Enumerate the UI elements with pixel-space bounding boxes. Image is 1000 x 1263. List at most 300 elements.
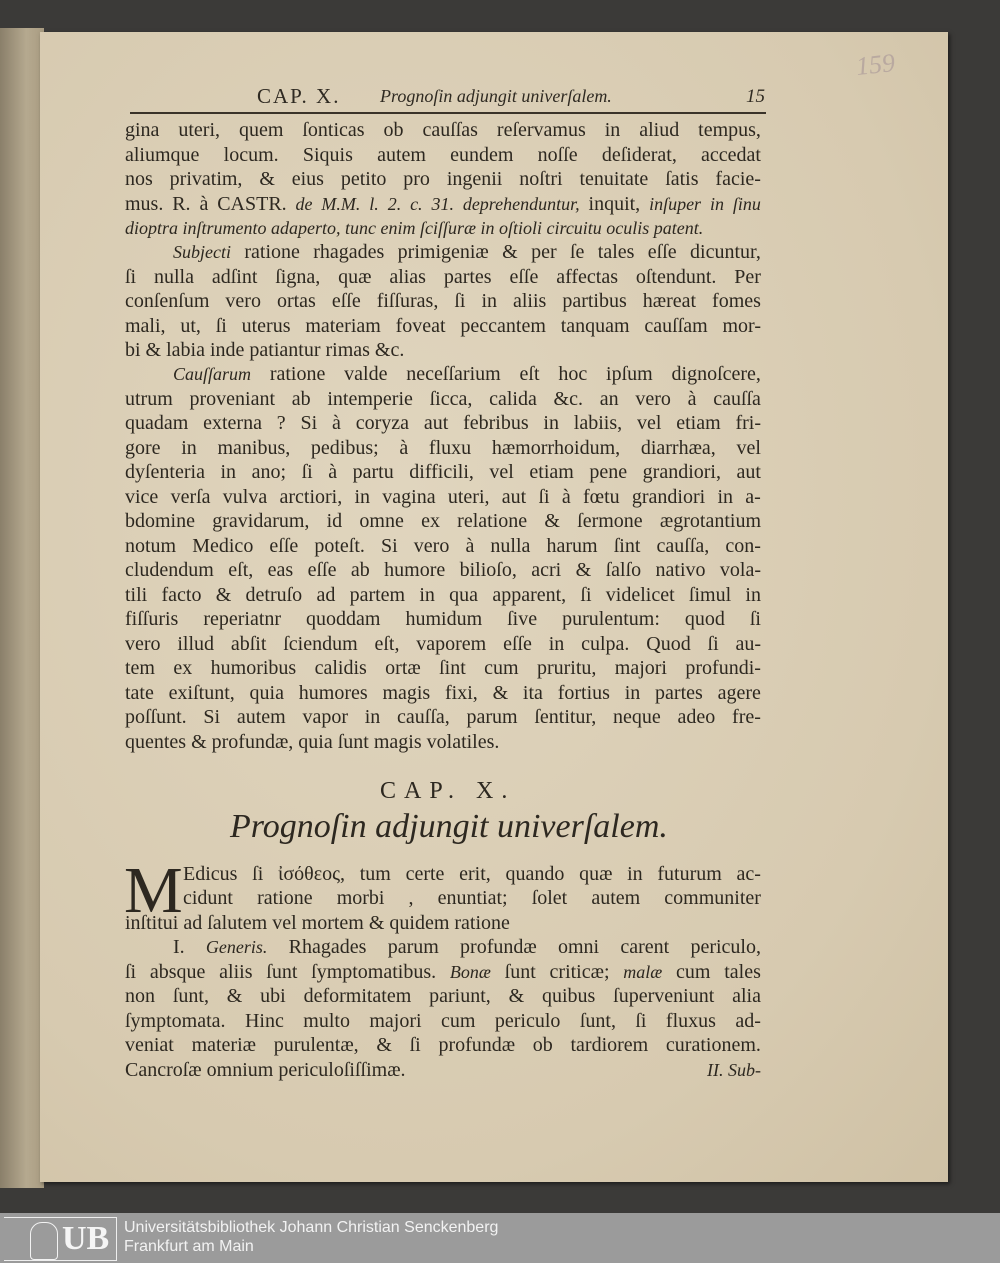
- word: cauſſam: [644, 315, 708, 337]
- word: 2.: [387, 194, 402, 214]
- word: vero: [413, 535, 450, 557]
- word: fiſſuris: [125, 608, 179, 630]
- word: pariunt,: [429, 985, 491, 1007]
- word: ſymptomatibus.: [311, 961, 437, 983]
- word: eſſe: [307, 559, 337, 581]
- word: harum: [546, 535, 598, 557]
- word: à: [399, 437, 409, 459]
- word: in: [354, 486, 371, 508]
- word: &: [376, 1034, 392, 1056]
- word: curationem.: [665, 1034, 761, 1056]
- word: dignoſcere,: [671, 363, 761, 385]
- word: I.: [173, 936, 185, 958]
- word: purulentum:: [562, 608, 660, 630]
- word: ſi: [215, 315, 227, 337]
- text-line: [125, 509, 761, 533]
- text-line: [125, 387, 761, 411]
- word: ano;: [251, 461, 287, 483]
- word: aliis: [512, 290, 547, 312]
- handwritten-folio-number: 159: [854, 48, 897, 81]
- word: Medico: [192, 535, 254, 557]
- text-line: [173, 240, 761, 264]
- word: ſi: [635, 1010, 647, 1032]
- word: ſigna,: [275, 266, 321, 288]
- word: à: [332, 412, 341, 434]
- word: relatione: [457, 510, 528, 532]
- word: ſive: [507, 608, 538, 630]
- text-line: [125, 485, 761, 509]
- word: &: [215, 584, 232, 606]
- word: primigeniæ: [397, 241, 489, 263]
- text-line: [125, 289, 761, 313]
- word: ortas: [276, 290, 316, 312]
- word: adeo: [677, 706, 716, 728]
- word: foveat: [395, 315, 446, 337]
- word: pene: [589, 461, 628, 483]
- word: ob: [532, 1034, 553, 1056]
- word: etiam: [529, 461, 574, 483]
- word: à: [328, 461, 338, 483]
- word: ſatis: [665, 168, 699, 190]
- word: tate: [125, 682, 154, 704]
- word: absque: [149, 961, 206, 983]
- word: tempus,: [698, 119, 761, 141]
- word: in: [604, 119, 621, 141]
- word: deſiderat,: [601, 144, 677, 166]
- word: vero: [225, 290, 261, 312]
- word: Hinc: [244, 1010, 284, 1032]
- word: criticæ;: [549, 961, 610, 983]
- word: partem: [349, 584, 406, 606]
- word: tili: [125, 584, 148, 606]
- word: agere: [717, 682, 761, 704]
- word: hæreat: [642, 290, 697, 312]
- word: l.: [369, 194, 379, 214]
- word: Siquis: [302, 144, 353, 166]
- word: ſuperveniunt: [613, 985, 715, 1007]
- word: autem: [591, 887, 641, 909]
- page-number: 15: [746, 86, 765, 107]
- word: in: [419, 584, 435, 606]
- word: in: [220, 461, 237, 483]
- word: detruſo: [245, 584, 303, 606]
- word: ſentitur,: [534, 706, 597, 728]
- word: humores: [298, 682, 368, 704]
- word: labiis,: [573, 412, 623, 434]
- word: difficili,: [409, 461, 474, 483]
- text-line: [125, 984, 761, 1008]
- word: hoc: [558, 363, 588, 385]
- text-line: [125, 118, 761, 142]
- text-line: [125, 681, 761, 705]
- word: deprehenduntur,: [462, 194, 580, 214]
- text-line: [125, 436, 761, 460]
- word: ſi: [125, 266, 137, 288]
- word: mor-: [722, 315, 761, 337]
- word: &: [575, 559, 592, 581]
- word: ſi: [125, 961, 137, 983]
- running-head-title: Prognoſin adjungit univerſalem.: [380, 86, 612, 106]
- word: Cauſſarum: [173, 364, 252, 384]
- word: an: [599, 388, 619, 410]
- word: ex: [173, 657, 193, 679]
- word: majori: [369, 1010, 422, 1032]
- word: Subjecti: [173, 242, 231, 262]
- text-line: [125, 1009, 761, 1033]
- word: &: [544, 510, 560, 532]
- word: in: [717, 486, 734, 508]
- word: petito: [340, 168, 387, 190]
- word: fiſſuras,: [376, 290, 439, 312]
- word: gore: [125, 437, 161, 459]
- ub-logo: [4, 1217, 117, 1261]
- word: ratione: [257, 887, 313, 909]
- word: cauſſa,: [656, 535, 710, 557]
- word: humidum: [405, 608, 483, 630]
- word: calida: [489, 388, 537, 410]
- word: ſi: [749, 608, 761, 630]
- text-span: bi & labia inde patiantur rimas &c.: [125, 339, 405, 361]
- word: fixi,: [445, 682, 478, 704]
- word: calidis: [314, 657, 367, 679]
- text-line: [125, 460, 761, 484]
- word: coryza: [355, 412, 409, 434]
- italic-text: dioptra inſtrumento adaperto, tunc enim ſciſſuræ in oſtioli circuitu oculis patent.: [125, 218, 704, 238]
- text-line: [125, 265, 761, 289]
- word: vulva: [222, 486, 268, 508]
- word: ſicca,: [429, 388, 473, 410]
- word: peccantem: [460, 315, 546, 337]
- word: deformitatem: [303, 985, 412, 1007]
- word: id: [326, 510, 343, 532]
- word: ſymptomata.: [125, 1010, 226, 1032]
- word: in: [745, 584, 761, 606]
- logo-text: UB: [62, 1220, 110, 1257]
- word: gravidarum,: [212, 510, 310, 532]
- word: uterus: [241, 315, 291, 337]
- word: tenuitate: [579, 168, 649, 190]
- word: ingenii: [446, 168, 503, 190]
- word: ortæ: [385, 657, 421, 679]
- text-line: [183, 862, 761, 886]
- word: qua: [449, 584, 479, 606]
- text-span: inſtitui ad ſalutem vel mortem & quidem ratione: [125, 912, 510, 934]
- text-line: [183, 886, 761, 910]
- word: enuntiat;: [437, 887, 508, 909]
- word: bilioſo,: [459, 559, 517, 581]
- word: ſi: [580, 584, 592, 606]
- word: aut: [423, 412, 449, 434]
- word: vaporem: [416, 633, 487, 655]
- word: parum: [387, 936, 439, 958]
- drop-cap: M: [124, 854, 183, 927]
- word: eſſe: [503, 633, 532, 655]
- word: exiſtunt,: [168, 682, 235, 704]
- chapter-heading: CAP. X.: [380, 778, 516, 804]
- word: diarrhæa,: [640, 437, 716, 459]
- word: partes: [655, 682, 703, 704]
- word: Generis.: [205, 937, 268, 957]
- word: privatim,: [169, 168, 243, 190]
- header-rule: [130, 112, 766, 114]
- word: quæ: [338, 266, 372, 288]
- word: erit,: [459, 863, 491, 885]
- word: pruritu,: [536, 657, 597, 679]
- word: profundæ: [460, 936, 537, 958]
- word: oſtendunt.: [635, 266, 717, 288]
- word: materiæ: [191, 1034, 256, 1056]
- word: certe: [405, 863, 445, 885]
- word: facto: [161, 584, 202, 606]
- word: multo: [303, 1010, 350, 1032]
- word: utrum: [125, 388, 173, 410]
- word: &: [502, 241, 518, 263]
- word: adſint: [211, 266, 258, 288]
- word: ſciendum: [283, 633, 358, 655]
- word: acri: [531, 559, 562, 581]
- word: partibus: [562, 290, 627, 312]
- library-footer: [0, 1213, 1000, 1263]
- word: aliis: [219, 961, 253, 983]
- word: intemperie: [327, 388, 413, 410]
- word: ſi: [301, 461, 313, 483]
- word: poſſunt.: [125, 706, 187, 728]
- word: grandiori: [631, 486, 706, 508]
- word: a-: [745, 486, 761, 508]
- word: nulla: [490, 535, 531, 557]
- text-line: [125, 558, 761, 582]
- word: vel: [489, 461, 514, 483]
- word: alia: [732, 985, 761, 1007]
- word: &c.: [553, 388, 583, 410]
- word: ſimul: [688, 584, 732, 606]
- word: tales: [597, 241, 635, 263]
- word: partes: [443, 266, 492, 288]
- word: in: [624, 682, 641, 704]
- word: eſt,: [228, 559, 254, 581]
- word: eſſe: [331, 290, 361, 312]
- word: con-: [725, 535, 761, 557]
- word: vero: [125, 633, 161, 655]
- word: in: [709, 194, 724, 214]
- word: aut: [736, 461, 761, 483]
- word: etiam: [676, 412, 721, 434]
- word: veniat: [125, 1034, 174, 1056]
- word: cauſſa,: [397, 706, 450, 728]
- word: Edicus: [183, 863, 238, 885]
- word: ſi: [707, 633, 719, 655]
- word: morbi: [336, 887, 385, 909]
- word: Per: [734, 266, 761, 288]
- word: R.: [172, 193, 191, 215]
- word: febribus: [463, 412, 529, 434]
- word: mus.: [125, 193, 164, 215]
- word: dicuntur,: [690, 241, 761, 263]
- word: dyſenteria: [125, 461, 205, 483]
- word: fre-: [732, 706, 761, 728]
- word: ſunt,: [172, 985, 209, 1007]
- word: fluxu: [428, 437, 472, 459]
- word: inquit,: [588, 193, 641, 215]
- word: tanquam: [560, 315, 630, 337]
- text-span: quentes & profundæ, quia ſunt magis volatiles.: [125, 731, 500, 753]
- word: vero: [635, 388, 671, 410]
- word: manibus,: [217, 437, 291, 459]
- word: à: [687, 388, 697, 410]
- word: eſt,: [374, 633, 400, 655]
- word: vola-: [719, 559, 761, 581]
- word: à: [465, 535, 475, 557]
- word: vagina: [382, 486, 436, 508]
- word: nos: [125, 168, 153, 190]
- word: eſſe: [509, 266, 539, 288]
- word: notum: [125, 535, 177, 557]
- word: valde: [344, 363, 388, 385]
- word: uteri,: [447, 486, 490, 508]
- page-edge: [0, 28, 44, 1188]
- word: nulla: [153, 266, 194, 288]
- word: cauſſa: [713, 388, 761, 410]
- word: cum: [484, 657, 519, 679]
- text-line: [125, 216, 761, 240]
- word: cludendum: [125, 559, 214, 581]
- word: eius: [291, 168, 324, 190]
- word: hæmorrhoidum,: [491, 437, 621, 459]
- word: ita: [522, 682, 543, 704]
- word: profundæ: [438, 1034, 516, 1056]
- word: mali,: [125, 315, 166, 337]
- word: fomes: [712, 290, 761, 312]
- word: ſunt,: [579, 1010, 616, 1032]
- word: in: [181, 437, 197, 459]
- word: illud: [177, 633, 215, 655]
- word: cum: [441, 1010, 476, 1032]
- word: autem: [377, 144, 426, 166]
- word: ἰσόθεος,: [277, 863, 346, 885]
- text-line: [125, 143, 761, 167]
- word: ubi: [260, 985, 286, 1007]
- text-line: [125, 314, 761, 338]
- text-line: [173, 362, 761, 386]
- chapter-title: Prognoſin adjungit univerſalem.: [230, 808, 668, 845]
- word: ſunt: [266, 961, 298, 983]
- word: locum.: [223, 144, 279, 166]
- word: cidunt: [183, 887, 233, 909]
- text-line: [125, 632, 761, 656]
- word: ac-: [736, 863, 761, 885]
- word: ſi: [409, 1034, 421, 1056]
- word: fœtu: [582, 486, 620, 508]
- word: ſolet: [531, 887, 568, 909]
- text-line: [125, 730, 761, 754]
- word: tales: [724, 961, 761, 983]
- word: partu: [352, 461, 394, 483]
- word: ſe: [569, 241, 585, 263]
- text-span: Cancroſæ omnium periculoſiſſimæ.: [125, 1059, 406, 1081]
- word: fri-: [735, 412, 761, 434]
- word: materiam: [305, 315, 381, 337]
- word: malæ: [623, 962, 663, 982]
- word: vapor: [302, 706, 348, 728]
- word: tem: [125, 657, 155, 679]
- word: eſſe: [269, 535, 299, 557]
- word: ob: [383, 119, 404, 141]
- word: periculo: [494, 1010, 561, 1032]
- word: arctiori,: [279, 486, 343, 508]
- word: verſa: [170, 486, 211, 508]
- word: quod: [684, 608, 725, 630]
- text-line: [125, 1058, 761, 1082]
- word: tum: [359, 863, 391, 885]
- word: vel: [636, 412, 662, 434]
- word: humore: [384, 559, 446, 581]
- word: omne: [359, 510, 404, 532]
- word: culpa.: [581, 633, 630, 655]
- word: futurum: [657, 863, 722, 885]
- word: uteri,: [178, 119, 221, 141]
- word: 31.: [431, 194, 454, 214]
- word: quæ: [579, 863, 613, 885]
- word: pedibus;: [310, 437, 379, 459]
- word: eſt: [519, 363, 540, 385]
- word: ex: [421, 510, 440, 532]
- library-city: Frankfurt am Main: [124, 1238, 254, 1255]
- word: fluxus: [665, 1010, 716, 1032]
- library-name: Universitätsbibliothek Johann Christian Senckenberg: [124, 1219, 499, 1236]
- word: profundi-: [685, 657, 761, 679]
- text-line: [125, 167, 761, 191]
- word: cum: [676, 961, 711, 983]
- text-line: [125, 192, 761, 216]
- word: quem: [238, 119, 284, 141]
- word: ratione: [269, 363, 326, 385]
- word: noſtri: [519, 168, 563, 190]
- text-line: [173, 935, 761, 959]
- text-line: [125, 534, 761, 558]
- word: facie-: [715, 168, 761, 190]
- word: pro: [403, 168, 430, 190]
- word: &: [259, 168, 275, 190]
- word: grandiori,: [642, 461, 721, 483]
- text-line: [125, 911, 761, 935]
- word: nativo: [655, 559, 706, 581]
- word: inſuper: [649, 194, 702, 214]
- word: ſi: [538, 486, 550, 508]
- word: ſonticas: [302, 119, 365, 141]
- word: in: [364, 706, 381, 728]
- word: reſervamus: [496, 119, 586, 141]
- word: Bonæ: [449, 962, 491, 982]
- word: ?: [276, 412, 286, 434]
- word: reperiatnr: [203, 608, 282, 630]
- word: de: [295, 194, 313, 214]
- word: à: [199, 193, 209, 215]
- word: Quod: [646, 633, 691, 655]
- word: ſint: [613, 535, 641, 557]
- word: quia: [249, 682, 284, 704]
- word: alias: [389, 266, 426, 288]
- word: neque: [613, 706, 661, 728]
- word: ſinu: [732, 194, 761, 214]
- word: communiter: [664, 887, 761, 909]
- text-line: [125, 960, 761, 984]
- word: cauſſas: [422, 119, 478, 141]
- word: affectas: [556, 266, 618, 288]
- word: &: [492, 682, 509, 704]
- word: carent: [620, 936, 670, 958]
- word: eundem: [450, 144, 514, 166]
- word: ab: [350, 559, 370, 581]
